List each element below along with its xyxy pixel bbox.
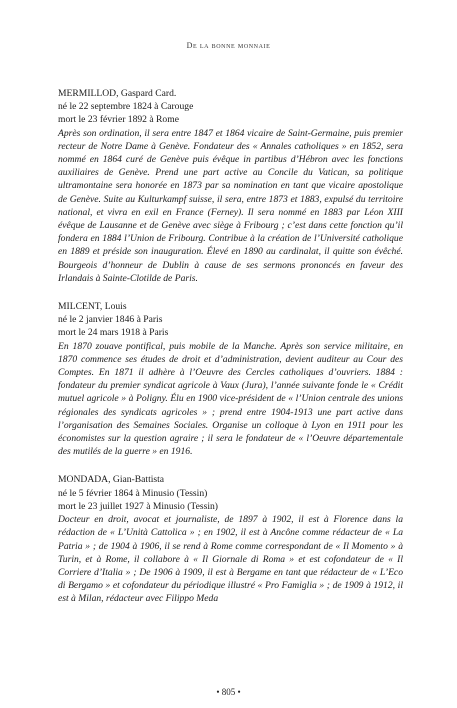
entry-name: MILCENT, Louis xyxy=(58,301,127,313)
biography-entry-mermillod xyxy=(58,87,403,285)
page-body xyxy=(58,87,403,621)
entry-birth: né le 5 février 1864 à Minusio (Tessin) xyxy=(58,487,208,499)
entry-name: MONDADA, Gian-Battista xyxy=(58,474,165,486)
biography-entry-mondada xyxy=(58,473,403,605)
entry-biography: Docteur en droit, avocat et journaliste, de 1897 à 1902, il est à Florence dans la rédaction de « L’Unità Cattolica » ; en 1902, il est à Ancône comme rédacteur de « La Patria » ; de 1904 à 1906, il se rend à Rome comme correspondant de « Il Momento » à Turin, et à Rome, il collabore à « Il Giornale di Roma » et est cofondateur de « Il Corriere d’Italia » ; De 1906 à 1909, il est à Bergame en tant que rédacteur de « L’Eco di Bergamo » et cofondateur du périodique illustré « Pro Famiglia » ; de 1909 à 1912, il est à Milan, rédacteur avec Filippo Meda xyxy=(58,514,403,605)
running-head: De la bonne monnaie xyxy=(186,41,271,50)
entry-death: mort le 23 juillet 1927 à Minusio (Tessin) xyxy=(58,500,219,512)
entry-biography: Après son ordination, il sera entre 1847 et 1864 vicaire de Saint-Germaine, puis premier recteur de Notre Dame à Genève. Fondateur des « Annales catholiques » en 1852, sera nommé en 1864 curé de Genève puis évêque in partibus d’Hébron avec les fonctions auxiliaires de Genève. Prend une part active au Concile du Vatican, sa politique ultramontaine sera honorée en 1873 par sa nomination en tant que vicaire apostolique de Genève. Suite au Kulturkampf suisse, il sera, entre 1873 et 1883, expulsé du territoire national, et vivra en exil en France (Ferney). Il sera nommé en 1883 par Léon XIII évêque de Lausanne et de Genève avec siège à Fribourg ; c’est dans cette fonction qu’il fondera en 1884 l’Union de Fribourg. Contribue à la création de l’Université catholique en 1889 et préside son inauguration. Élevé en 1890 au cardinalat, il quitte son évêché. Bourgeois d’honneur de Dublin à cause de ses sermons prononcés en faveur des Irlandais à Sainte-Clotilde de Paris. xyxy=(58,127,403,284)
entry-name: MERMILLOD, Gaspard Card. xyxy=(58,88,177,99)
entry-birth: né le 22 septembre 1824 à Carouge xyxy=(58,101,194,113)
entry-death: mort le 24 mars 1918 à Paris xyxy=(58,327,169,339)
page-number: • 805 • xyxy=(216,687,241,697)
biography-entry-milcent xyxy=(58,300,403,458)
entry-biography: En 1870 zouave pontifical, puis mobile de la Manche. Après son service militaire, en 1870 commence ses études de droit et d’administration, devient auditeur au Cour des Comptes. En 1871 il adhère à l’Oeuvre des Cercles catholiques d’ouvriers. 1884 : fondateur du premier syndicat agricole à Vaux (Jura), l’année suivante fonde le « Crédit mutuel agricole » à Poligny. Élu en 1900 vice-président de « l’Union centrale des unions régionales des syndicats agricoles » ; prend entre 1904-1913 une part active dans l’organisation des Semaines Sociales. Organise un colloque à Lyon en 1911 pour les économistes sur la question agraire ; il sera le fondateur de « l’Oeuvre départementale des mutilés de la guerre » en 1916. xyxy=(58,340,403,458)
entry-death: mort le 23 février 1892 à Rome xyxy=(58,114,179,126)
entry-birth: né le 2 janvier 1846 à Paris xyxy=(58,314,163,326)
